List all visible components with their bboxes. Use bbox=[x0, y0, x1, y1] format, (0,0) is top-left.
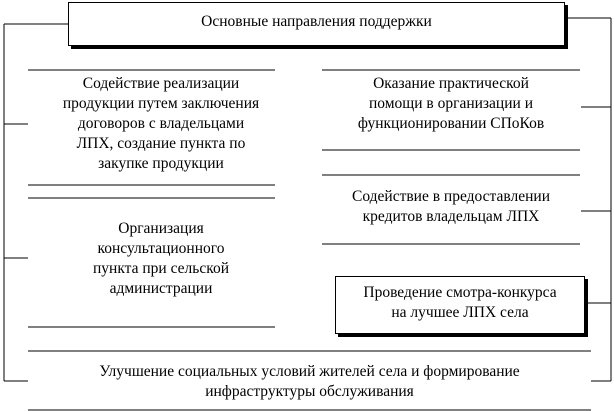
right-item-credit-support: Содействие в предоставлении кредитов владельцам ЛПХ bbox=[352, 188, 550, 225]
right-item-contest: Проведение смотра-конкурса на лучшее ЛПХ села bbox=[363, 284, 557, 321]
diagram-title: Основные направления поддержки bbox=[201, 13, 432, 30]
left-item-sales-support: Содействие реализации продукции путем заключения договоров с владельцами ЛПХ, создание пункта по закупке продукции bbox=[62, 75, 260, 172]
left-item-consulting-point: Организация консультационного пункта при сельской администрации bbox=[92, 220, 230, 297]
right-item-practical-help: Оказание практической помощи в организации и функционировании СПоКов bbox=[357, 75, 545, 132]
bottom-item-social-conditions: Улучшение социальных условий жителей села и формирование инфраструктуры обслуживания bbox=[99, 363, 520, 400]
